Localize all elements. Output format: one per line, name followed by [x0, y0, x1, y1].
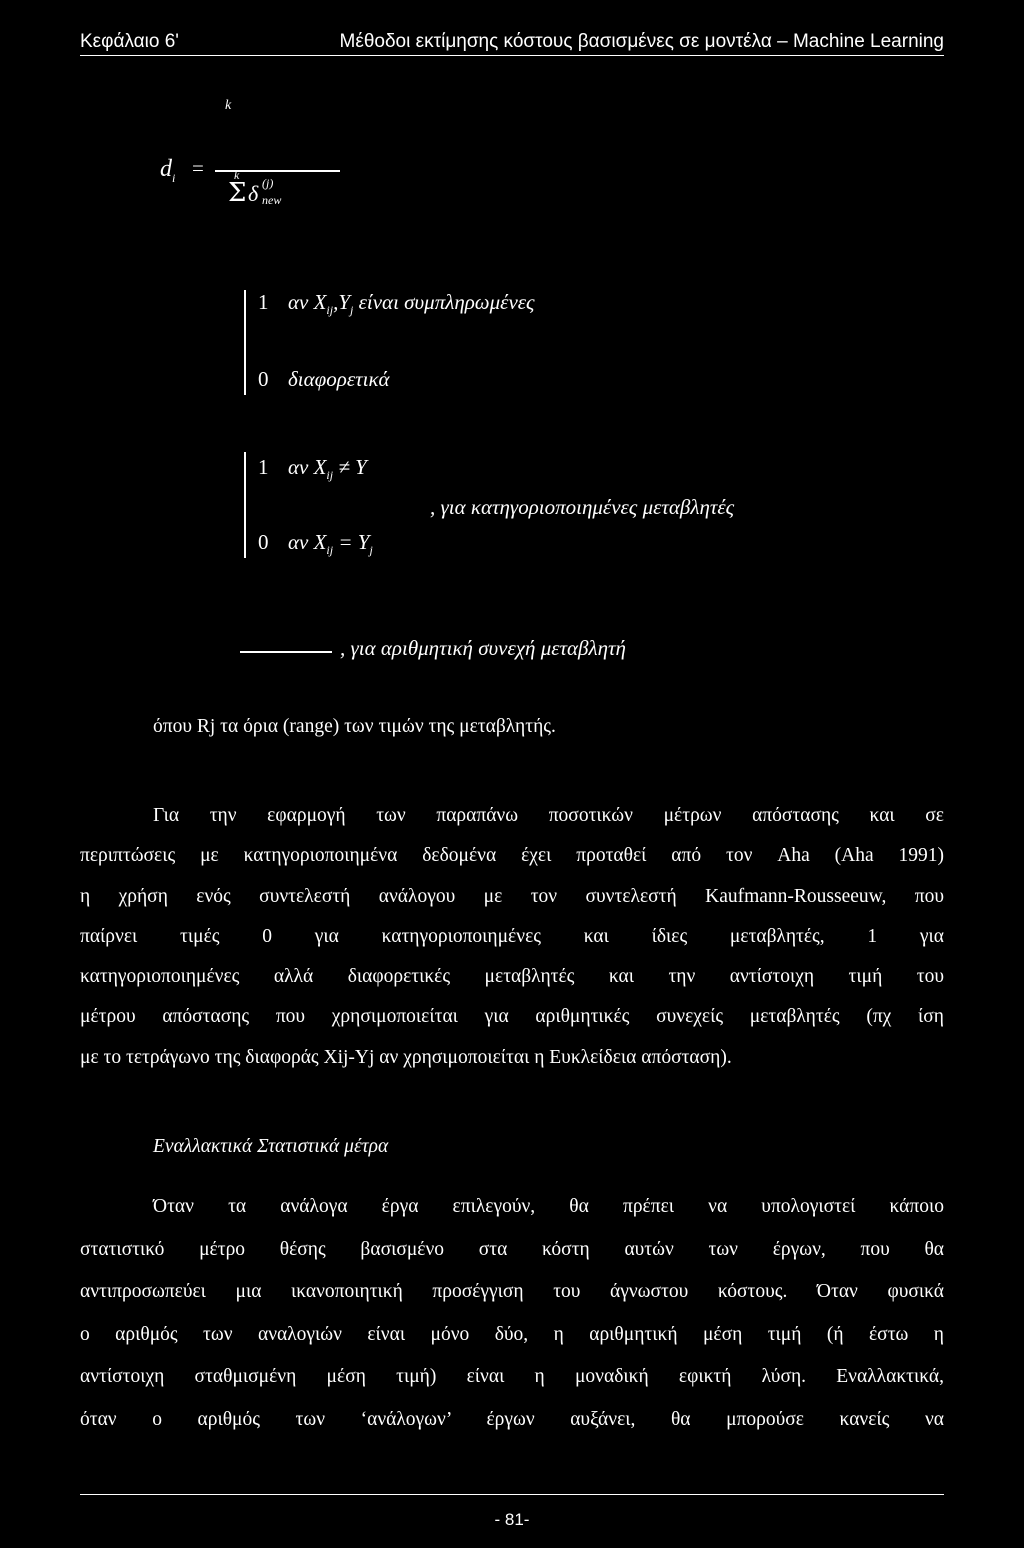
running-title: Μέθοδοι εκτίμησης κόστους βασισμένες σε μοντέλα – Machine Learning: [339, 31, 944, 52]
case1-row1-expr: [288, 290, 535, 318]
case1-row1-rest: είναι συμπληρωμένες: [358, 290, 535, 314]
section-heading: Εναλλακτικά Στατιστικά μέτρα: [153, 1136, 389, 1157]
case2-row2-sub: ij: [326, 543, 334, 558]
formula-equals: =: [192, 156, 204, 180]
delta-symbol: δ: [248, 181, 259, 206]
case2-row1-text: αν X: [288, 455, 327, 479]
page-number: - 81-: [494, 1510, 530, 1529]
case2-row2-num: 0: [258, 530, 269, 554]
sum-symbol: Σ: [228, 178, 247, 208]
case2-row1-expr: [288, 455, 367, 483]
paragraph-line: ο αριθμός των αναλογιών είναι μόνο δύο, η αριθμητική μέση τιμή (ή έστω η: [80, 1323, 944, 1345]
fraction-bar: [240, 651, 332, 653]
case2-row2-expr: [288, 530, 373, 558]
header-rule: [80, 55, 944, 56]
paragraph-line: Για την εφαρμογή των παραπάνω ποσοτικών μέτρων απόστασης και σε: [153, 805, 944, 826]
formula-lhs-sub: i: [172, 170, 176, 185]
case1-row1-sub1: ij: [326, 303, 334, 318]
paragraph-line: όταν ο αριθμός των ‘ανάλογων’ έργων αυξάνει, θα μπορούσε κανείς να: [80, 1408, 944, 1430]
paragraph-1: [80, 796, 944, 1078]
case2-row2-rel: = Y: [338, 530, 370, 554]
case2-row2-sub2: j: [369, 543, 373, 558]
case2-row1-num: 1: [258, 455, 269, 479]
delta-sup: (j): [262, 176, 274, 190]
case1-row1-text: αν X: [288, 290, 327, 314]
case2-row1-sub: ij: [326, 468, 334, 483]
where-line: όπου Rj τα όρια (range) των τιμών της μεταβλητής.: [153, 716, 556, 737]
paragraph-line: η χρήση ενός συντελεστή ανάλογου με τον συντελεστή Kaufmann-Rousseeuw, που: [80, 885, 944, 907]
case1-row1-sub2: j: [350, 303, 354, 318]
case1-row2-text: διαφορετικά: [288, 367, 390, 391]
formula-k-top: k: [225, 98, 232, 113]
paragraph-2: [80, 1186, 944, 1441]
case1-row1-comma: ,Y: [333, 290, 351, 314]
case-brace: [244, 452, 246, 558]
delta-sub: new: [262, 193, 282, 207]
case1-row2-num: 0: [258, 367, 269, 391]
case1-row1-num: 1: [258, 290, 269, 314]
formula-lhs-symbol: d: [160, 156, 172, 182]
paragraph-line: κατηγοριοποιημένες αλλά διαφορετικές μεταβλητές και την αντίστοιχη τιμή του: [80, 966, 944, 988]
paragraph-line: περιπτώσεις με κατηγοριοποιημένα δεδομένα έχει προταθεί από τον Aha (Aha 1991): [80, 845, 944, 867]
case2-row1-rel: ≠ Y: [338, 455, 367, 479]
footer-rule: [80, 1494, 944, 1495]
case-brace: [244, 290, 246, 395]
paragraph-line: μέτρου απόστασης που χρησιμοποιείται για αριθμητικές συνεχείς μεταβλητές (πχ ίση: [80, 1006, 944, 1028]
paragraph-line: αντιπροσωπεύει μια ικανοποιητική προσέγγιση του άγνωστου κόστους. Όταν φυσικά: [80, 1281, 944, 1302]
paragraph-line: Όταν τα ανάλογα έργα επιλεγούν, θα πρέπει να υπολογιστεί κάποιο: [153, 1196, 944, 1217]
case2-label: , για κατηγοριοποιημένες μεταβλητές: [430, 495, 735, 519]
chapter-label: Κεφάλαιο 6': [80, 31, 179, 52]
paragraph-line: αντίστοιχη σταθμισμένη μέση τιμή) είναι η μοναδική εφικτή λύση. Εναλλακτικά,: [80, 1366, 944, 1387]
paragraph-line: με το τετράγωνο της διαφοράς Xij-Yj αν χρησιμοποιείται η Ευκλείδεια απόσταση).: [80, 1046, 732, 1068]
paragraph-line: στατιστικό μέτρο θέσης βασισμένο στα κόστη αυτών των έργων, που θα: [80, 1238, 944, 1260]
paragraph-line: παίρνει τιμές 0 για κατηγοριοποιημένες και ίδιες μεταβλητές, 1 για: [80, 925, 944, 947]
case2-row2-text: αν X: [288, 530, 327, 554]
sum-upper: k: [234, 168, 240, 182]
case3-label: , για αριθμητική συνεχή μεταβλητή: [340, 636, 626, 660]
formula-lhs: [160, 156, 175, 186]
